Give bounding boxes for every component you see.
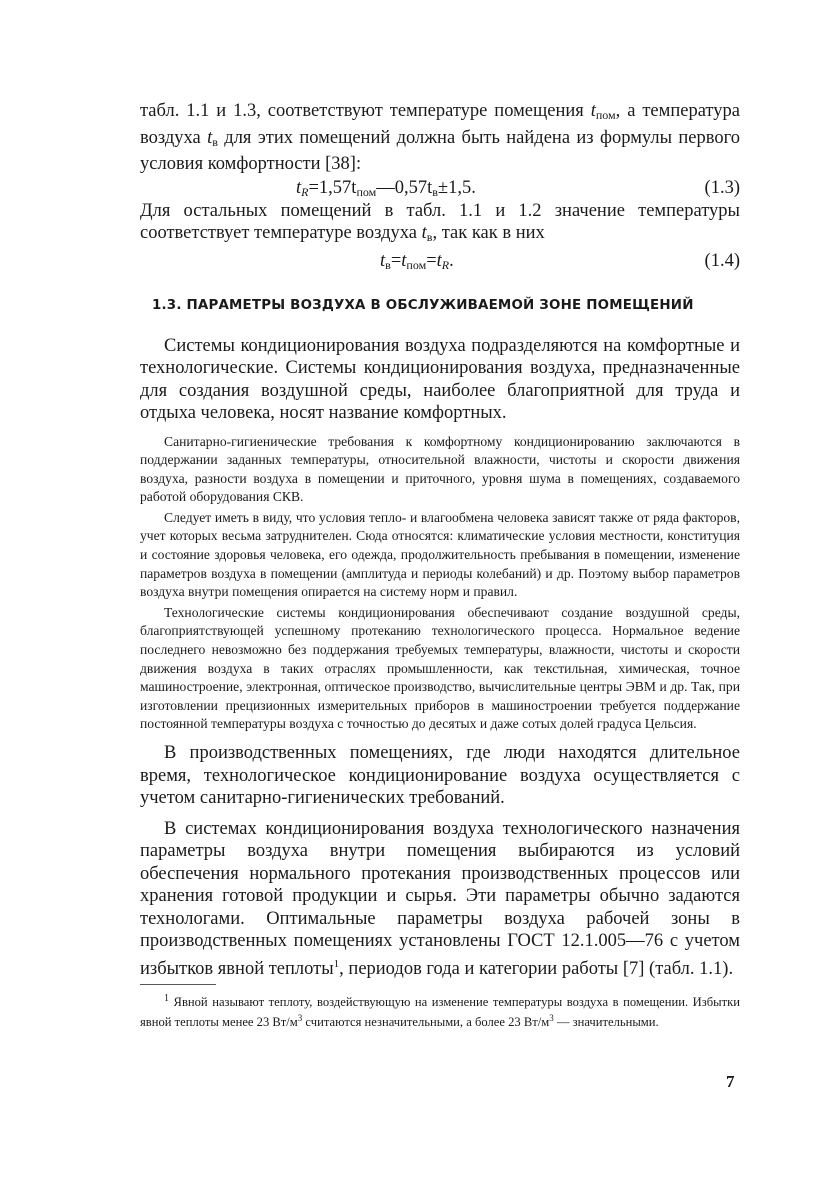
paragraph-comfort-systems: Системы кондиционирования воздуха подразделяются на комфортные и технологические. Системы кондиционирования воздуха, предназначенные для создания воздушной среды, наиболее благоприятной для труда и отдыха человека, носят название комфортных.	[140, 335, 740, 423]
footnote: $^1$ Явной называют теплоту, воздействующую на изменение температуры воздуха в помещении. Избытки явной теплоты менее 23 $Вт/м^3$ считаются незначительными, а более 23 $Вт/м^3$ — значительными.	[140, 993, 740, 1030]
equation-1-4: $t_в=t_{пом}=t_R$. (1.4)	[380, 250, 740, 272]
paragraph-other-rooms: Для остальных помещений в табл. 1.1 и 1.2 значение температуры соответствует температуре воздуха $t_в$, так как в них	[140, 200, 740, 244]
equation-number: (1.3)	[704, 177, 740, 198]
page-number: 7	[726, 1072, 735, 1091]
paragraph-intro: табл. 1.1 и 1.3, соответствуют температуре помещения $t_{пом}$, а температура воздуха $t_в$ для этих помещений должна быть найдена из формулы первого условия комфортности [38]:	[140, 101, 740, 174]
equation-1-3: $t_R=1,57t_{пом}—0,57t_в\pm 1,5$. (1.3)	[296, 177, 740, 199]
section-heading: 1.3. ПАРАМЕТРЫ ВОЗДУХА В ОБСЛУЖИВАЕМОЙ ЗОНЕ ПОМЕЩЕНИЙ	[152, 297, 694, 313]
page-body	[140, 100, 740, 1031]
paragraph-technological-systems: Технологические системы кондиционирования обеспечивают создание воздушной среды, благоприятствующей успешному протеканию технологического процесса. Нормальное ведение последнего невозможно без поддержания требуемых температуры, влажности, чистоты и скорости движения воздуха в таких отраслях промышленности, как текстильная, химическая, точное машиностроение, электронная, оптическое производство, вычислительные центры ЭВМ и др. Так, при изготовлении прецизионных измерительных приборов в машиностроении требуется поддержание постоянной температуры воздуха с точностью до десятых и даже сотых долей градуса Цельсия.	[140, 604, 740, 732]
equation-number: (1.4)	[704, 250, 740, 271]
paragraph-sanitary-requirements: Санитарно-гигиенические требования к комфортному кондиционированию заключаются в поддержании заданных температуры, относительной влажности, чистоты и скорости движения воздуха, разности воздуха в помещении и приточного, уровня шума в помещениях, создаваемого работой оборудования СКВ.	[140, 433, 740, 505]
paragraph-technological-purpose: В системах кондиционирования воздуха технологического назначения параметры воздуха внутри помещения выбираются из условий обеспечения нормального протекания производственных процессов или хранения готовой продукции и сырья. Эти параметры обычно задаются технологами. Оптимальные параметры воздуха рабочей зоны в производственных помещениях установлены ГОСТ 12.1.005—76 с учетом избытков явной теплоты$^1$, периодов года и категории работы [7] (табл. 1.1).	[140, 818, 740, 979]
footnote-divider	[140, 984, 216, 985]
paragraph-heat-exchange-factors: Следует иметь в виду, что условия тепло- и влагообмена человека зависят также от ряда факторов, учет которых весьма затруднителен. Сюда относятся: климатические условия местности, конституция и состояние здоровья человека, его одежда, продолжительность пребывания в помещении, изменение параметров воздуха в помещении (амплитуда и периоды колебаний) и др. Поэтому выбор параметров воздуха внутри помещения опирается на систему норм и правил.	[140, 509, 740, 600]
paragraph-production-rooms: В производственных помещениях, где люди находятся длительное время, технологическое кондиционирование воздуха осуществляется с учетом санитарно-гигиенических требований.	[140, 743, 740, 808]
